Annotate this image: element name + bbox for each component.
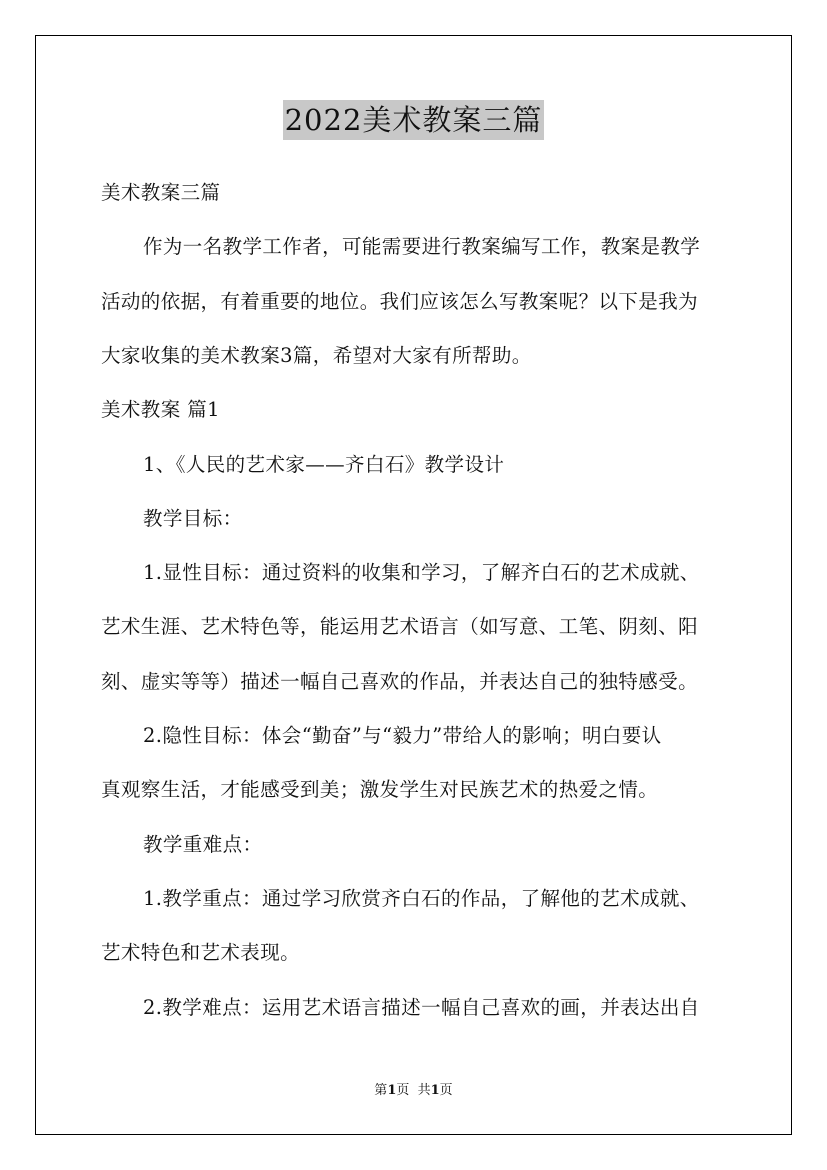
line-intro-1: 作为一名教学工作者，可能需要进行教案编写工作，教案是教学: [143, 235, 701, 258]
line-keypoints-heading: 教学重难点：: [143, 833, 263, 856]
line-goal2-1: 2.隐性目标：体会“勤奋”与“毅力”带给人的影响；明白要认: [143, 724, 662, 747]
footer-prefix: 第: [374, 1083, 388, 1098]
line-goal1-1: 1.显性目标：通过资料的收集和学习，了解齐白石的艺术成就、: [143, 561, 700, 584]
footer-suffix: 页: [439, 1083, 453, 1098]
line-goal2-2: 真观察生活，才能感受到美；激发学生对民族艺术的热爱之情。: [101, 778, 659, 801]
line-goal1-3: 刻、虚实等等）描述一幅自己喜欢的作品，并表达自己的独特感受。: [101, 670, 699, 693]
line-goal1-2: 艺术生涯、艺术特色等，能运用艺术语言（如写意、工笔、阴刻、阳: [101, 615, 699, 638]
line-lesson-title: 1、《人民的艺术家——齐白石》教学设计: [143, 453, 505, 476]
title-wrap: [0, 100, 827, 140]
line-keypoint1-1: 1.教学重点：通过学习欣赏齐白石的作品，了解他的艺术成就、: [143, 887, 700, 910]
footer-mid: 页 共: [396, 1083, 431, 1098]
line-section-heading: 美术教案 篇1: [101, 398, 220, 421]
footer-total-pages: 1: [430, 1083, 440, 1098]
footer-page-number: 1: [387, 1083, 397, 1098]
document-title: 2022美术教案三篇: [283, 100, 545, 140]
line-keypoint2-1: 2.教学难点：运用艺术语言描述一幅自己喜欢的画，并表达出自: [143, 996, 700, 1019]
line-intro-3: 大家收集的美术教案3篇，希望对大家有所帮助。: [101, 344, 532, 367]
page-footer: [0, 1082, 827, 1100]
line-intro-2: 活动的依据，有着重要的地位。我们应该怎么写教案呢？以下是我为: [101, 290, 699, 313]
line-keypoint1-2: 艺术特色和艺术表现。: [101, 941, 301, 964]
line-goals-heading: 教学目标：: [143, 507, 243, 530]
line-subtitle: 美术教案三篇: [101, 181, 221, 204]
